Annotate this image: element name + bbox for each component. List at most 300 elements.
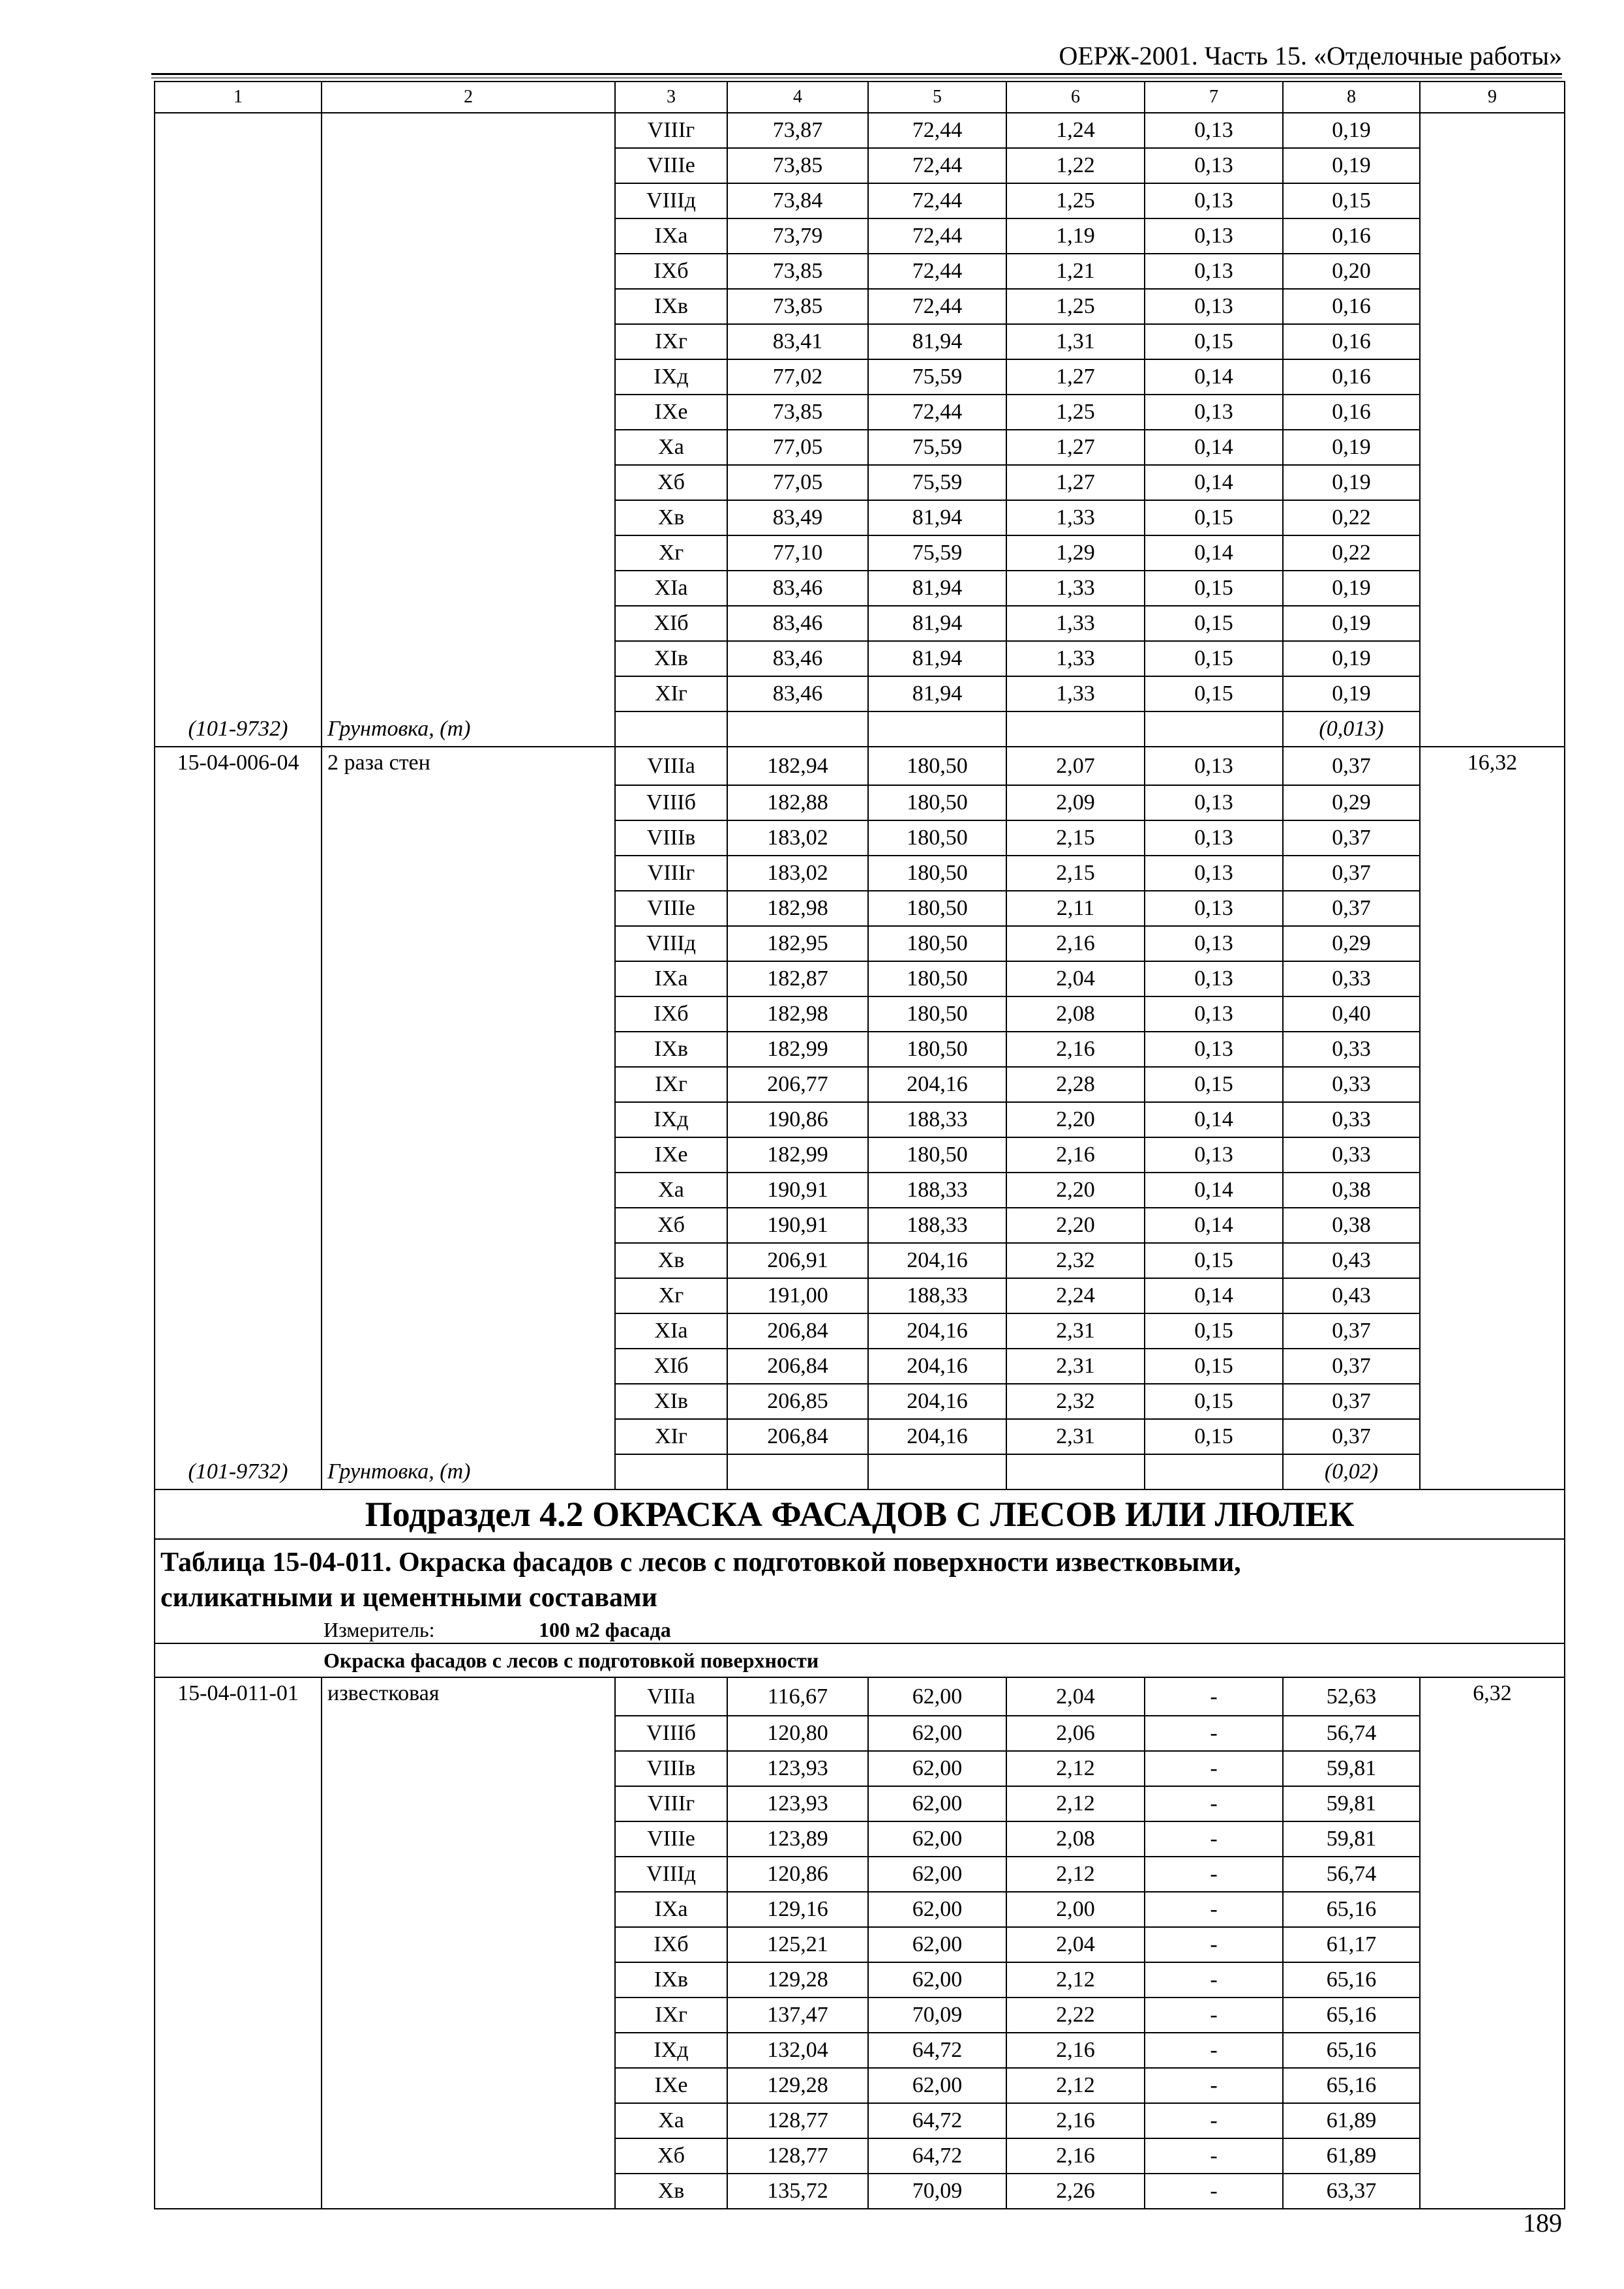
region-cell: VIIIд — [615, 183, 727, 218]
region-cell: VIIIд — [615, 926, 727, 961]
materials-cell: 0,19 — [1283, 571, 1420, 606]
empty-cell — [155, 1067, 322, 1102]
empty-cell — [155, 1821, 322, 1857]
materials-cell: 63,37 — [1283, 2174, 1420, 2209]
empty-cell — [1420, 148, 1565, 183]
direct-cost-cell: 135,72 — [727, 2174, 868, 2209]
wages-cell: 64,72 — [868, 2138, 1006, 2174]
machines-cell: 1,27 — [1006, 430, 1145, 465]
empty-cell — [1420, 1786, 1565, 1821]
wages-cell: 62,00 — [868, 1677, 1006, 1716]
wages-cell: 62,00 — [868, 1892, 1006, 1927]
machinist-wages-cell: - — [1145, 2068, 1283, 2103]
empty-cell — [1420, 1067, 1565, 1102]
machinist-wages-cell: - — [1145, 1892, 1283, 1927]
materials-cell: 0,38 — [1283, 1173, 1420, 1208]
direct-cost-cell: 206,84 — [727, 1313, 868, 1349]
machinist-wages-cell: - — [1145, 2174, 1283, 2209]
machinist-wages-cell: 0,13 — [1145, 395, 1283, 430]
region-cell: IXа — [615, 961, 727, 996]
region-cell: IXб — [615, 996, 727, 1032]
labor-cost-cell: 6,32 — [1420, 1677, 1565, 1716]
table-row — [155, 996, 1565, 1032]
empty-cell — [727, 1454, 868, 1489]
table-row — [155, 148, 1565, 183]
machinist-wages-cell: 0,14 — [1145, 1173, 1283, 1208]
table-row — [155, 1962, 1565, 1997]
empty-cell — [322, 961, 615, 996]
materials-cell: 0,19 — [1283, 606, 1420, 641]
machinist-wages-cell: - — [1145, 1786, 1283, 1821]
direct-cost-cell: 73,85 — [727, 254, 868, 289]
empty-cell — [155, 1102, 322, 1137]
wages-cell: 204,16 — [868, 1349, 1006, 1384]
machines-cell: 2,04 — [1006, 961, 1145, 996]
table-row — [155, 1278, 1565, 1313]
column-number: 2 — [322, 82, 615, 113]
region-cell: Xа — [615, 1173, 727, 1208]
machines-cell: 2,09 — [1006, 785, 1145, 820]
empty-cell — [322, 2138, 615, 2174]
region-cell: VIIIв — [615, 820, 727, 856]
materials-cell: 59,81 — [1283, 1751, 1420, 1786]
materials-cell: 0,33 — [1283, 961, 1420, 996]
machinist-wages-cell: 0,13 — [1145, 820, 1283, 856]
wages-cell: 180,50 — [868, 891, 1006, 926]
machines-cell: 1,33 — [1006, 500, 1145, 535]
region-cell: Xб — [615, 2138, 727, 2174]
direct-cost-cell: 116,67 — [727, 1677, 868, 1716]
empty-cell — [1420, 820, 1565, 856]
direct-cost-cell: 190,91 — [727, 1208, 868, 1243]
materials-cell: 0,33 — [1283, 1137, 1420, 1173]
wages-cell: 72,44 — [868, 148, 1006, 183]
region-cell: IXв — [615, 1032, 727, 1067]
material-code: (101-9732) — [155, 1454, 322, 1489]
empty-cell — [1420, 500, 1565, 535]
table-row — [155, 2068, 1565, 2103]
machines-cell: 2,06 — [1006, 1716, 1145, 1751]
materials-cell: 59,81 — [1283, 1821, 1420, 1857]
direct-cost-cell: 132,04 — [727, 2033, 868, 2068]
wages-cell: 70,09 — [868, 1997, 1006, 2033]
machines-cell: 1,27 — [1006, 465, 1145, 500]
material-row — [155, 1454, 1565, 1489]
empty-cell — [322, 2174, 615, 2209]
direct-cost-cell: 73,87 — [727, 113, 868, 148]
machinist-wages-cell: 0,15 — [1145, 1419, 1283, 1454]
machinist-wages-cell: - — [1145, 1962, 1283, 1997]
empty-cell — [322, 785, 615, 820]
empty-cell — [322, 996, 615, 1032]
empty-cell — [1420, 571, 1565, 606]
table-row — [155, 1243, 1565, 1278]
machines-cell: 2,24 — [1006, 1278, 1145, 1313]
empty-cell — [1420, 1102, 1565, 1137]
wages-cell: 72,44 — [868, 218, 1006, 254]
wages-cell: 180,50 — [868, 1032, 1006, 1067]
measure-line — [160, 1617, 1559, 1643]
machinist-wages-cell: 0,14 — [1145, 1208, 1283, 1243]
empty-cell — [155, 1173, 322, 1208]
labor-cost-cell: 16,32 — [1420, 747, 1565, 785]
machinist-wages-cell: - — [1145, 1751, 1283, 1786]
empty-cell — [1420, 1751, 1565, 1786]
empty-cell — [1420, 676, 1565, 711]
table-row — [155, 856, 1565, 891]
direct-cost-cell: 182,87 — [727, 961, 868, 996]
empty-cell — [1420, 711, 1565, 747]
region-cell: IXг — [615, 1067, 727, 1102]
empty-cell — [155, 218, 322, 254]
column-number: 6 — [1006, 82, 1145, 113]
materials-cell: 0,38 — [1283, 1208, 1420, 1243]
empty-cell — [322, 1067, 615, 1102]
rate-code-cell: 15-04-011-01 — [155, 1677, 322, 1716]
region-cell: XIв — [615, 1384, 727, 1419]
material-code: (101-9732) — [155, 711, 322, 747]
table-title-line2: силикатными и цементными составами — [160, 1583, 657, 1613]
machinist-wages-cell: 0,15 — [1145, 606, 1283, 641]
wages-cell: 72,44 — [868, 289, 1006, 324]
region-cell: XIб — [615, 1349, 727, 1384]
empty-cell — [1420, 1927, 1565, 1962]
wages-cell: 188,33 — [868, 1102, 1006, 1137]
wages-cell: 70,09 — [868, 2174, 1006, 2209]
direct-cost-cell: 83,41 — [727, 324, 868, 359]
machines-cell: 2,12 — [1006, 1962, 1145, 1997]
column-number: 3 — [615, 82, 727, 113]
materials-cell: 0,43 — [1283, 1278, 1420, 1313]
empty-cell — [322, 2103, 615, 2138]
column-number: 9 — [1420, 82, 1565, 113]
table-row — [155, 641, 1565, 676]
section-header: Окраска фасадов с лесов с подготовкой поверхности — [323, 1648, 819, 1672]
materials-cell: 0,16 — [1283, 289, 1420, 324]
machinist-wages-cell: 0,15 — [1145, 676, 1283, 711]
table-row — [155, 113, 1565, 148]
table-row — [155, 2033, 1565, 2068]
empty-cell — [322, 1716, 615, 1751]
table-row — [155, 1419, 1565, 1454]
wages-cell: 81,94 — [868, 641, 1006, 676]
empty-cell — [322, 1997, 615, 2033]
materials-cell: 65,16 — [1283, 1997, 1420, 2033]
machinist-wages-cell: 0,13 — [1145, 254, 1283, 289]
empty-cell — [322, 1857, 615, 1892]
machinist-wages-cell: 0,13 — [1145, 289, 1283, 324]
machines-cell: 2,16 — [1006, 926, 1145, 961]
machines-cell: 2,08 — [1006, 1821, 1145, 1857]
table-row — [155, 1927, 1565, 1962]
empty-cell — [1420, 2174, 1565, 2209]
direct-cost-cell: 128,77 — [727, 2103, 868, 2138]
table-row — [155, 1821, 1565, 1857]
materials-cell: 0,43 — [1283, 1243, 1420, 1278]
empty-cell — [155, 1857, 322, 1892]
empty-cell — [1420, 254, 1565, 289]
table-row — [155, 926, 1565, 961]
direct-cost-cell: 182,88 — [727, 785, 868, 820]
machines-cell: 2,12 — [1006, 1751, 1145, 1786]
empty-cell — [322, 465, 615, 500]
wages-cell: 188,33 — [868, 1173, 1006, 1208]
empty-cell — [1420, 2068, 1565, 2103]
machines-cell: 1,31 — [1006, 324, 1145, 359]
work-name-cell: известковая — [322, 1677, 615, 1716]
machines-cell: 2,20 — [1006, 1208, 1145, 1243]
empty-cell — [1420, 996, 1565, 1032]
machines-cell: 1,33 — [1006, 676, 1145, 711]
empty-cell — [1420, 2138, 1565, 2174]
empty-cell — [727, 711, 868, 747]
wages-cell: 64,72 — [868, 2103, 1006, 2138]
machinist-wages-cell: 0,15 — [1145, 1384, 1283, 1419]
empty-cell — [322, 1032, 615, 1067]
table-row — [155, 1384, 1565, 1419]
empty-cell — [155, 324, 322, 359]
empty-cell — [322, 571, 615, 606]
empty-cell — [155, 500, 322, 535]
empty-cell — [322, 1786, 615, 1821]
wages-cell: 180,50 — [868, 785, 1006, 820]
wages-cell: 75,59 — [868, 535, 1006, 571]
table-row — [155, 1032, 1565, 1067]
empty-cell — [155, 1786, 322, 1821]
empty-cell — [1420, 1243, 1565, 1278]
empty-cell — [155, 2174, 322, 2209]
empty-cell — [1420, 1821, 1565, 1857]
table-row — [155, 1677, 1565, 1716]
machines-cell: 1,27 — [1006, 359, 1145, 395]
empty-cell — [155, 1419, 322, 1454]
empty-cell — [155, 2068, 322, 2103]
materials-cell: 0,22 — [1283, 535, 1420, 571]
materials-cell: 0,33 — [1283, 1102, 1420, 1137]
empty-cell — [1420, 324, 1565, 359]
empty-cell — [322, 254, 615, 289]
machines-cell: 1,33 — [1006, 571, 1145, 606]
empty-cell — [155, 820, 322, 856]
wages-cell: 62,00 — [868, 2068, 1006, 2103]
materials-cell: 0,19 — [1283, 465, 1420, 500]
machinist-wages-cell: - — [1145, 1677, 1283, 1716]
empty-cell — [1420, 926, 1565, 961]
empty-cell — [155, 856, 322, 891]
machines-cell: 2,16 — [1006, 2103, 1145, 2138]
direct-cost-cell: 120,86 — [727, 1857, 868, 1892]
table-row — [155, 1102, 1565, 1137]
region-cell: VIIIб — [615, 785, 727, 820]
wages-cell: 72,44 — [868, 254, 1006, 289]
wages-cell: 64,72 — [868, 2033, 1006, 2068]
direct-cost-cell: 77,05 — [727, 430, 868, 465]
empty-cell — [322, 289, 615, 324]
empty-cell — [1145, 711, 1283, 747]
machinist-wages-cell: 0,15 — [1145, 1243, 1283, 1278]
wages-cell: 180,50 — [868, 856, 1006, 891]
empty-cell — [155, 1962, 322, 1997]
machines-cell: 1,24 — [1006, 113, 1145, 148]
empty-cell — [868, 1454, 1006, 1489]
machinist-wages-cell: - — [1145, 2033, 1283, 2068]
table-row — [155, 1751, 1565, 1786]
wages-cell: 180,50 — [868, 961, 1006, 996]
empty-cell — [1420, 395, 1565, 430]
wages-cell: 81,94 — [868, 500, 1006, 535]
direct-cost-cell: 183,02 — [727, 856, 868, 891]
machines-cell: 2,22 — [1006, 1997, 1145, 2033]
empty-cell — [155, 1892, 322, 1927]
region-cell: IXа — [615, 1892, 727, 1927]
empty-cell — [155, 926, 322, 961]
wages-cell: 72,44 — [868, 183, 1006, 218]
empty-cell — [1420, 606, 1565, 641]
empty-cell — [322, 2068, 615, 2103]
empty-cell — [1420, 1419, 1565, 1454]
empty-cell — [155, 1927, 322, 1962]
direct-cost-cell: 183,02 — [727, 820, 868, 856]
empty-cell — [155, 148, 322, 183]
empty-cell — [1420, 785, 1565, 820]
table-row — [155, 1137, 1565, 1173]
empty-cell — [322, 1927, 615, 1962]
direct-cost-cell: 73,84 — [727, 183, 868, 218]
empty-cell — [322, 183, 615, 218]
empty-cell — [322, 1962, 615, 1997]
empty-cell — [155, 1997, 322, 2033]
table-row — [155, 395, 1565, 430]
machines-cell: 2,28 — [1006, 1067, 1145, 1102]
table-row — [155, 676, 1565, 711]
machinist-wages-cell: 0,14 — [1145, 359, 1283, 395]
measure-value: 100 м2 фасада — [539, 1618, 671, 1641]
empty-cell — [615, 1454, 727, 1489]
empty-cell — [155, 113, 322, 148]
empty-cell — [1420, 535, 1565, 571]
empty-cell — [155, 465, 322, 500]
machines-cell: 2,11 — [1006, 891, 1145, 926]
rates-table — [154, 81, 1565, 2209]
region-cell: Xа — [615, 2103, 727, 2138]
materials-cell: 0,29 — [1283, 785, 1420, 820]
empty-cell — [322, 1137, 615, 1173]
material-desc: Грунтовка, (т) — [322, 1454, 615, 1489]
empty-cell — [155, 2103, 322, 2138]
empty-cell — [155, 430, 322, 465]
wages-cell: 62,00 — [868, 1962, 1006, 1997]
table-row — [155, 254, 1565, 289]
empty-cell — [322, 430, 615, 465]
empty-cell — [322, 606, 615, 641]
direct-cost-cell: 128,77 — [727, 2138, 868, 2174]
column-number: 8 — [1283, 82, 1420, 113]
materials-cell: 65,16 — [1283, 1892, 1420, 1927]
direct-cost-cell: 182,98 — [727, 996, 868, 1032]
machines-cell: 2,15 — [1006, 820, 1145, 856]
empty-cell — [1420, 1313, 1565, 1349]
materials-cell: 0,37 — [1283, 856, 1420, 891]
empty-cell — [1006, 1454, 1145, 1489]
empty-cell — [155, 1032, 322, 1067]
empty-cell — [322, 218, 615, 254]
machines-cell: 2,12 — [1006, 2068, 1145, 2103]
table-row — [155, 465, 1565, 500]
empty-cell — [1420, 891, 1565, 926]
direct-cost-cell: 190,86 — [727, 1102, 868, 1137]
work-name-cell: 2 раза стен — [322, 747, 615, 785]
empty-cell — [155, 535, 322, 571]
machines-cell: 2,08 — [1006, 996, 1145, 1032]
table-row — [155, 1313, 1565, 1349]
region-cell: IXе — [615, 1137, 727, 1173]
table-title-row — [155, 1539, 1565, 1643]
table-row — [155, 535, 1565, 571]
machines-cell: 2,15 — [1006, 856, 1145, 891]
wages-cell: 62,00 — [868, 1821, 1006, 1857]
materials-cell: 0,16 — [1283, 324, 1420, 359]
empty-cell — [155, 1751, 322, 1786]
region-cell: XIа — [615, 571, 727, 606]
materials-cell: 0,37 — [1283, 891, 1420, 926]
direct-cost-cell: 123,93 — [727, 1786, 868, 1821]
empty-cell — [322, 641, 615, 676]
direct-cost-cell: 120,80 — [727, 1716, 868, 1751]
empty-cell — [1420, 1384, 1565, 1419]
wages-cell: 81,94 — [868, 676, 1006, 711]
machinist-wages-cell: - — [1145, 1821, 1283, 1857]
machinist-wages-cell: 0,13 — [1145, 113, 1283, 148]
empty-cell — [1420, 1962, 1565, 1997]
table-row — [155, 500, 1565, 535]
empty-cell — [1420, 1137, 1565, 1173]
wages-cell: 180,50 — [868, 820, 1006, 856]
wages-cell: 62,00 — [868, 1857, 1006, 1892]
table-row — [155, 1857, 1565, 1892]
region-cell: Xв — [615, 500, 727, 535]
empty-cell — [155, 571, 322, 606]
page-number: 189 — [1523, 2208, 1562, 2237]
region-cell: VIIIе — [615, 148, 727, 183]
region-cell: XIа — [615, 1313, 727, 1349]
machines-cell: 2,16 — [1006, 2033, 1145, 2068]
empty-cell — [322, 1892, 615, 1927]
empty-cell — [155, 785, 322, 820]
empty-cell — [155, 183, 322, 218]
column-number: 4 — [727, 82, 868, 113]
material-desc: Грунтовка, (т) — [322, 711, 615, 747]
machinist-wages-cell: - — [1145, 1927, 1283, 1962]
materials-cell: 0,37 — [1283, 1384, 1420, 1419]
materials-cell: 0,33 — [1283, 1032, 1420, 1067]
machines-cell: 2,07 — [1006, 747, 1145, 785]
machines-cell: 2,16 — [1006, 1137, 1145, 1173]
empty-cell — [155, 1384, 322, 1419]
empty-cell — [1420, 465, 1565, 500]
region-cell: VIIIв — [615, 1751, 727, 1786]
machines-cell: 2,04 — [1006, 1927, 1145, 1962]
materials-cell: 0,16 — [1283, 359, 1420, 395]
machines-cell: 2,26 — [1006, 2174, 1145, 2209]
direct-cost-cell: 206,91 — [727, 1243, 868, 1278]
region-cell: Xб — [615, 465, 727, 500]
materials-cell: 0,20 — [1283, 254, 1420, 289]
materials-cell: 56,74 — [1283, 1857, 1420, 1892]
table-row — [155, 289, 1565, 324]
machinist-wages-cell: 0,13 — [1145, 148, 1283, 183]
wages-cell: 62,00 — [868, 1751, 1006, 1786]
region-cell: IXв — [615, 289, 727, 324]
